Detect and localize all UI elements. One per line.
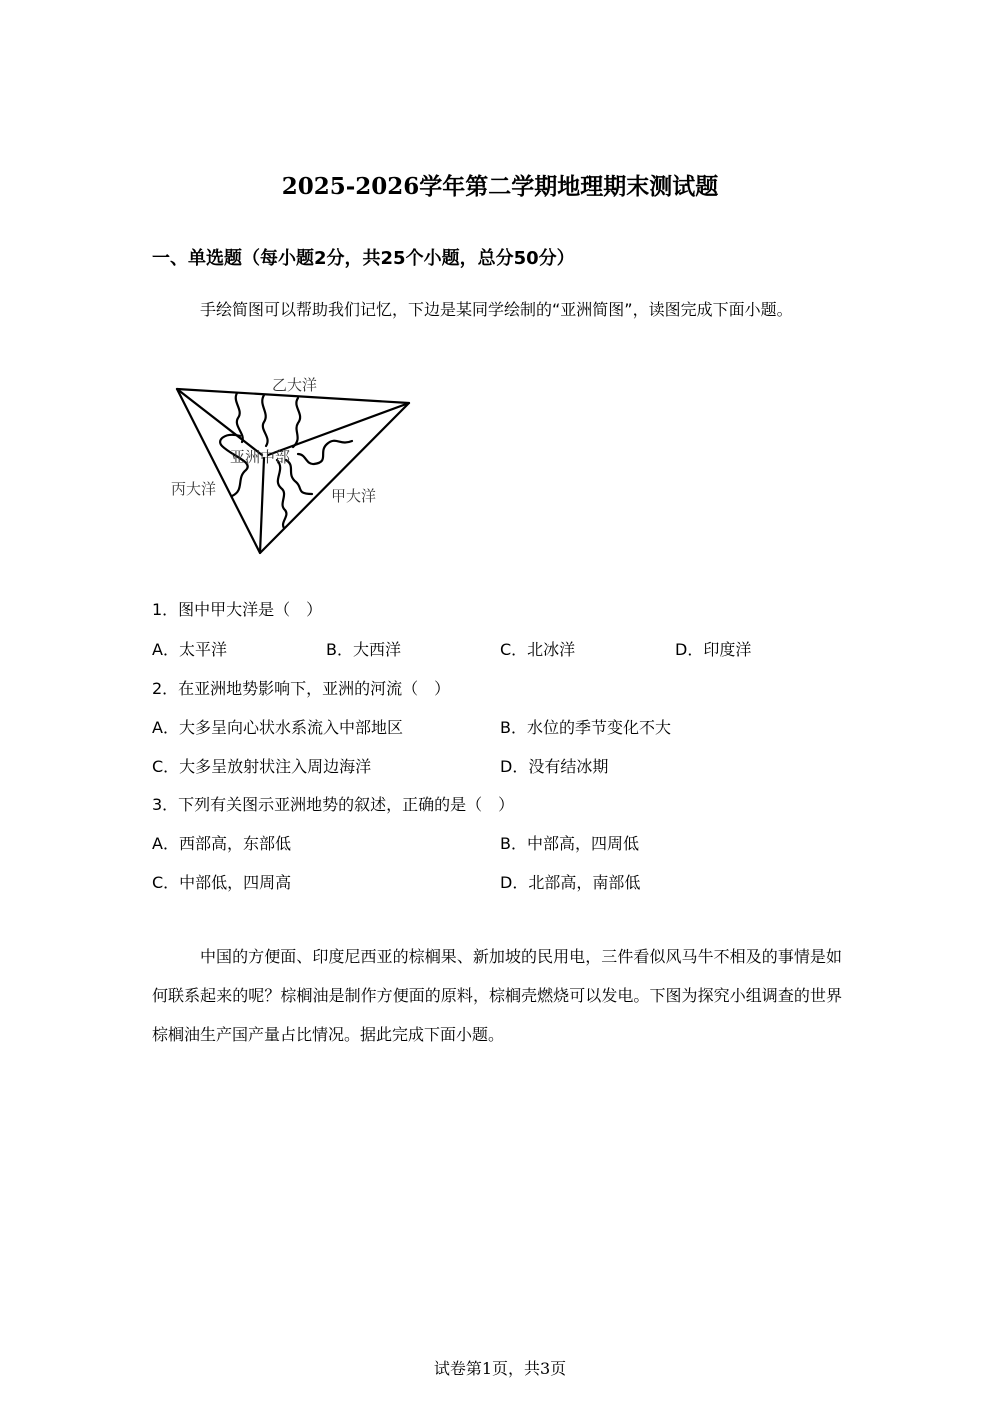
question-2-option-d[interactable]: D．没有结冰期 [500, 757, 609, 776]
question-1-option-d[interactable]: D．印度洋 [675, 640, 752, 659]
question-3-option-b[interactable]: B．中部高，四周低 [500, 834, 639, 853]
question-3-option-d[interactable]: D．北部高，南部低 [500, 873, 641, 892]
question-2-option-c[interactable]: C．大多呈放射状注入周边海洋 [152, 757, 372, 776]
question-2-option-b[interactable]: B．水位的季节变化不大 [500, 718, 671, 737]
page-title: 2025-2026学年第二学期地理期末测试题 [281, 173, 719, 200]
question-3-option-a[interactable]: A．西部高，东部低 [152, 834, 291, 853]
question-2-option-a[interactable]: A．大多呈向心状水系流入中部地区 [152, 718, 403, 737]
river-south-1 [277, 460, 286, 528]
map-label-ocean-jia: 甲大洋 [331, 487, 377, 505]
question-1-option-c[interactable]: C．北冰洋 [500, 640, 576, 659]
map-ridge-nw [177, 389, 262, 455]
map-label-ocean-yi: 乙大洋 [272, 376, 318, 394]
map-ridge-s [260, 458, 264, 553]
map-label-ocean-bing: 丙大洋 [171, 480, 217, 498]
question-1-option-b[interactable]: B．大西洋 [326, 640, 401, 659]
map-label-asia-center: 亚洲中部 [230, 448, 291, 466]
river-north-2 [262, 395, 267, 446]
page-footer: 试卷第1页，共3页 [433, 1359, 567, 1378]
question-3-stem: 3．下列有关图示亚洲地势的叙述，正确的是（ ） [152, 795, 515, 814]
question-1-stem: 1．图中甲大洋是（ ） [152, 600, 323, 619]
question-2-stem: 2．在亚洲地势影响下，亚洲的河流（ ） [152, 679, 451, 698]
question-1-option-a[interactable]: A．太平洋 [152, 640, 227, 659]
intro-paragraph-2: 中国的方便面、印度尼西亚的棕榈果、新加坡的民用电，三件看似风马牛不相及的事情是如何联系起来的呢？棕榈油是制作方便面的原料，棕榈壳燃烧可以发电。下图为探究小组调查的世界棕榈油生产国产量占比情况。据此完成下面小题。 [152, 947, 842, 1044]
map-outline [177, 389, 409, 553]
river-north-3 [293, 398, 300, 447]
intro-paragraph-1: 手绘简图可以帮助我们记忆，下边是某同学绘制的“亚洲简图”，读图完成下面小题。 [200, 300, 793, 319]
river-east [298, 441, 352, 464]
question-3-option-c[interactable]: C．中部低，四周高 [152, 873, 292, 892]
asia-sketch-map [160, 370, 420, 560]
section-heading: 一、单选题（每小题2分，共25个小题，总分50分） [152, 248, 575, 269]
